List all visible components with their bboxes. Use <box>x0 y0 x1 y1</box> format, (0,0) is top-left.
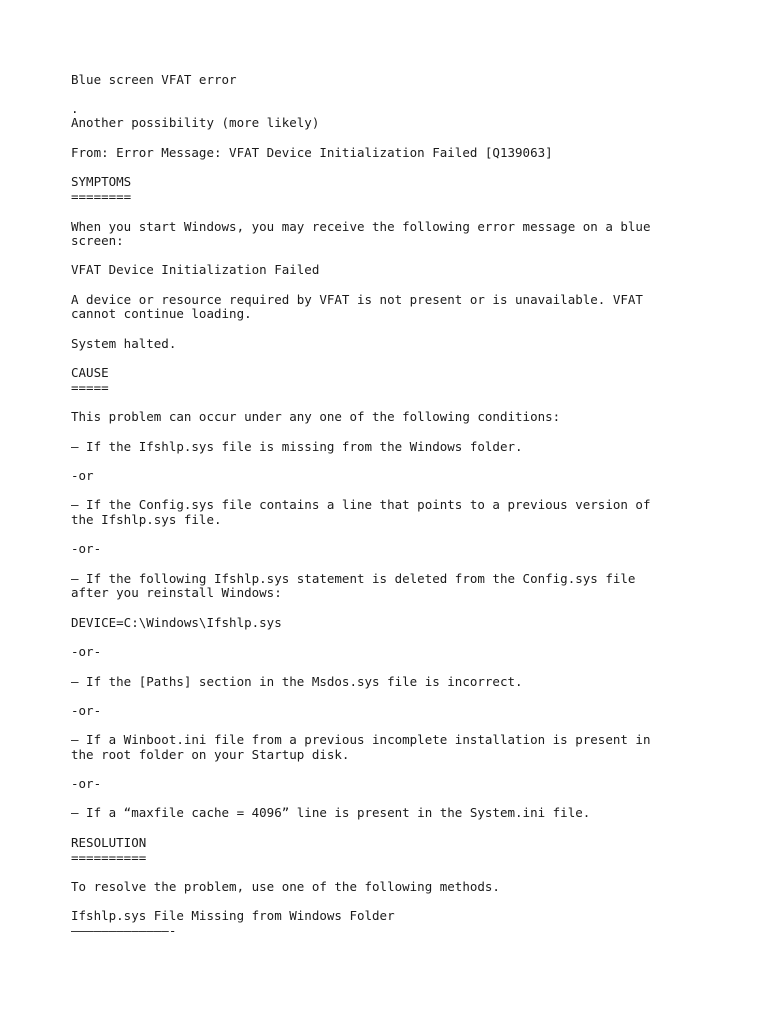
text-line: . <box>71 101 79 116</box>
code-line: DEVICE=C:\Windows\Ifshlp.sys <box>71 615 282 630</box>
text-line: VFAT Device Initialization Failed <box>71 262 320 277</box>
text-line: A device or resource required by VFAT is not present or is unavailable. VFAT <box>71 292 643 307</box>
heading-underline: ========== <box>71 850 147 865</box>
text-line: System halted. <box>71 336 177 351</box>
separator-or: -or- <box>71 703 102 718</box>
list-item: – If the following Ifshlp.sys statement is deleted from the Config.sys file <box>71 571 636 586</box>
separator-or: -or- <box>71 644 102 659</box>
text-line: To resolve the problem, use one of the following methods. <box>71 879 500 894</box>
text-line: the Ifshlp.sys file. <box>71 512 222 527</box>
section-heading-cause: CAUSE <box>71 365 109 380</box>
heading-underline: ===== <box>71 380 109 395</box>
document-title: Blue screen VFAT error <box>71 72 237 87</box>
text-line: When you start Windows, you may receive the following error message on a blue <box>71 219 651 234</box>
text-line: screen: <box>71 233 124 248</box>
subheading-underline: —————————————- <box>71 923 177 938</box>
separator-or: -or- <box>71 541 102 556</box>
heading-underline: ======== <box>71 189 132 204</box>
subheading-ifshlp-missing: Ifshlp.sys File Missing from Windows Folder <box>71 908 395 923</box>
text-line: Another possibility (more likely) <box>71 115 320 130</box>
list-item: – If a Winboot.ini file from a previous incomplete installation is present in <box>71 732 651 747</box>
text-line: the root folder on your Startup disk. <box>71 747 350 762</box>
list-item: – If the Ifshlp.sys file is missing from the Windows folder. <box>71 439 523 454</box>
list-item: – If a “maxfile cache = 4096” line is present in the System.ini file. <box>71 805 591 820</box>
separator-or: -or- <box>71 776 102 791</box>
separator-or: -or <box>71 468 94 483</box>
section-heading-resolution: RESOLUTION <box>71 835 147 850</box>
text-line: after you reinstall Windows: <box>71 585 282 600</box>
list-item: – If the [Paths] section in the Msdos.sys file is incorrect. <box>71 674 523 689</box>
section-heading-symptoms: SYMPTOMS <box>71 174 132 189</box>
text-line: This problem can occur under any one of the following conditions: <box>71 409 561 424</box>
text-line: cannot continue loading. <box>71 306 252 321</box>
list-item: – If the Config.sys file contains a line that points to a previous version of <box>71 497 651 512</box>
text-line: From: Error Message: VFAT Device Initialization Failed [Q139063] <box>71 145 553 160</box>
